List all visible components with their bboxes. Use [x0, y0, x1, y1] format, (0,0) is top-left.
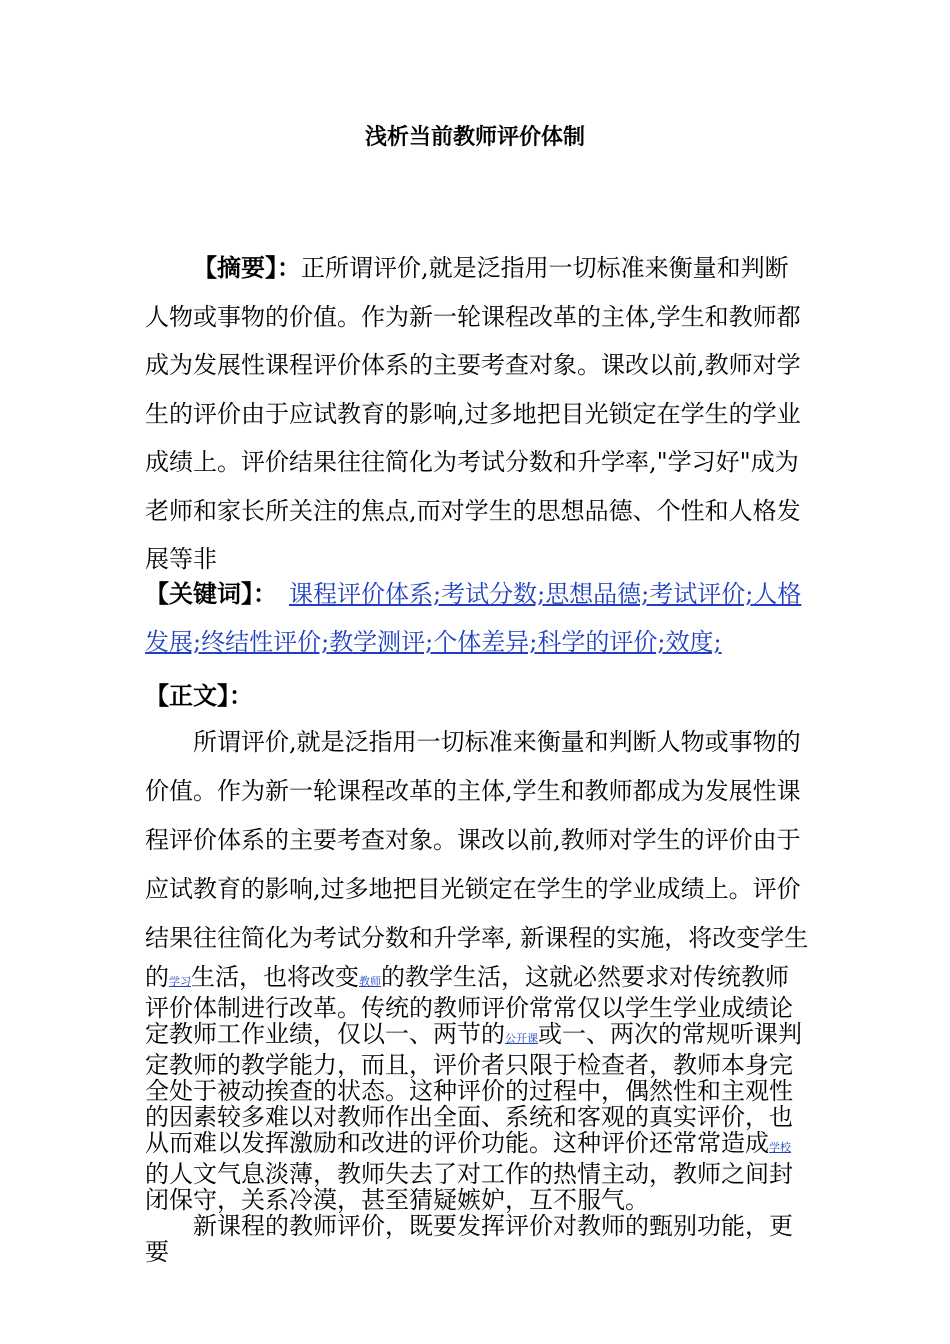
keyword-link[interactable]: 思想品德; — [545, 580, 650, 608]
abstract-label: 【摘要】： — [193, 254, 301, 282]
body-text: 的教学生活，这就必然要求对传统教师评价体制进行改革。传统的教师评价常常仅以学生学业成绩论定教师工作业绩，仅以一、两节的 — [145, 963, 793, 1048]
keyword-link[interactable]: 课程评价体系; — [289, 580, 442, 608]
keyword-link[interactable]: 人格发展; — [145, 580, 802, 656]
school-link[interactable]: 学校 — [769, 1141, 791, 1154]
body-text: 的人文气息淡薄，教师失去了对工作的热情主动，教师之间封闭保守，关系冷漠，甚至猜疑嫉妒，互不服气。 — [145, 1160, 793, 1214]
keyword-link[interactable]: 个体差异; — [433, 628, 538, 656]
keyword-link[interactable]: 考试分数; — [441, 580, 546, 608]
body-paragraph-1: 所谓评价,就是泛指用一切标准来衡量和判断人物或事物的价值。作为新一轮课程改革的主体,学生和教师都成为发展性课程评价体系的主要考查对象。课改以前,教师对学生的评价由于应试教育的影响,过多地把目光锁定在学生的学业成绩上。评价结果往往简化为考试分数和升学率, 新课程的实施，将改变学生 — [145, 728, 809, 952]
body-heading: 【正文】： — [145, 682, 253, 710]
body-text: 的 — [145, 963, 169, 991]
study-link[interactable]: 学习 — [169, 975, 191, 988]
body-paragraph-2: 新课程的教师评价，既要发挥评价对教师的甄别功能，更要 — [145, 1212, 793, 1266]
teacher-link[interactable]: 教师 — [359, 975, 381, 988]
body-paragraph-1-continued — [145, 964, 809, 1265]
abstract-text: 正所谓评价,就是泛指用一切标准来衡量和判断人物或事物的价值。作为新一轮课程改革的主体,学生和教师都成为发展性课程评价体系的主要考查对象。课改以前,教师对学生的评价由于应试教育的影响,过多地把目光锁定在学生的学业成绩上。评价结果往往简化为考试分数和升学率,"学习好"成为老师和家长所关注的焦点,而对学生的思想品德、个性和人格发展等非 — [145, 254, 801, 573]
abstract-paragraph — [145, 244, 809, 584]
keyword-link[interactable]: 考试评价; — [649, 580, 754, 608]
keyword-link[interactable]: 效度; — [665, 628, 722, 656]
document-title: 浅析当前教师评价体制 — [364, 125, 585, 150]
open-class-link[interactable]: 公开课 — [505, 1032, 538, 1045]
body-text: 或一、两次的常规听课判定教师的教学能力，而且，评价者只限于检查者，教师本身完全处于被动挨查的状态。这种评价的过程中，偶然性和主观性的因素较多难以对教师作出全面、系统和客观的真实评价，也从而难以发挥激励和改进的评价功能。这种评价还常常造成 — [145, 1020, 802, 1157]
keywords-label: 【关键词】： — [145, 580, 277, 608]
keywords-paragraph — [145, 570, 809, 666]
keyword-link[interactable]: 终结性评价; — [201, 628, 330, 656]
keyword-link[interactable]: 科学的评价; — [537, 628, 666, 656]
body-text: 生活，也将改变 — [191, 963, 359, 991]
keyword-link[interactable]: 教学测评; — [329, 628, 434, 656]
